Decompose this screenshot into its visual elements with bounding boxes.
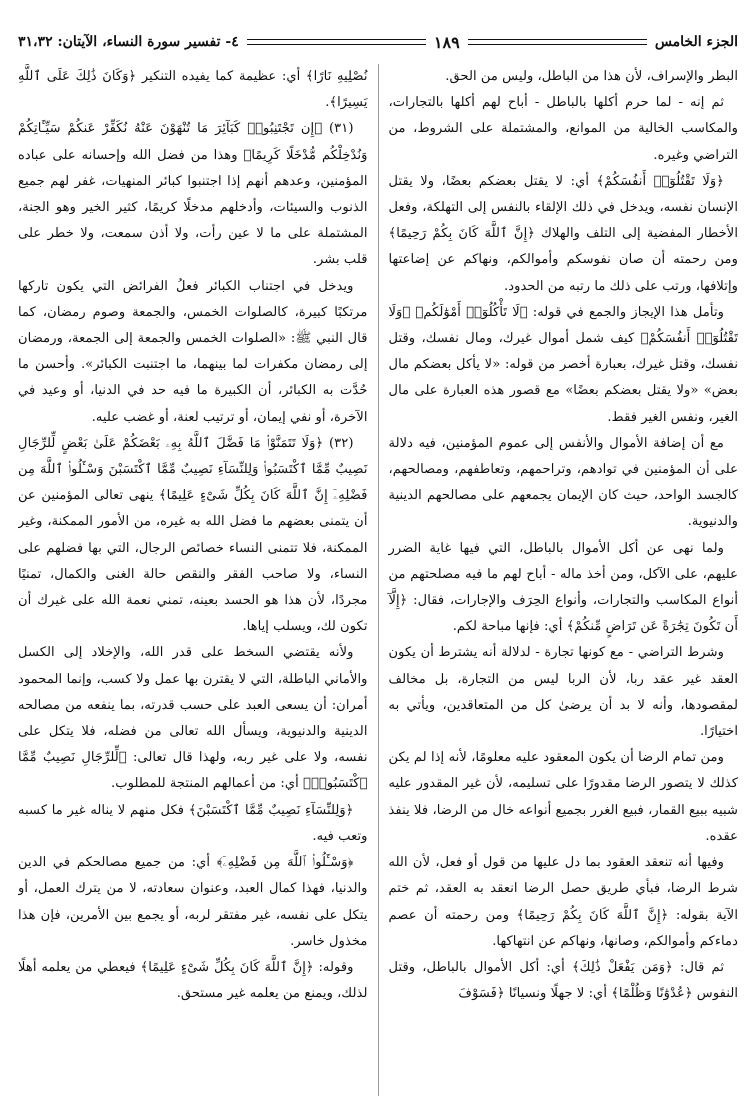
page-header: [18, 30, 738, 54]
paragraph: ﴿وَلَا تَقْتُلُوٓا۟ أَنفُسَكُمْ﴾ أي: لا يقتل بعضكم بعضًا، ولا يقتل الإنسان نفسه، ويدخل في ذلك الإلقاء بالنفس إلى التهلكة، وفعل الأخطار المفضية إلى التلف والهلاك ﴿إِنَّ ٱللَّهَ كَانَ بِكُمْ رَحِيمًا﴾ ومن رحمته أن صان نفوسكم وأموالكم، ونهاكم عن إضاعتها وإتلافها، ورتب على ذلك ما رتبه من الحدود.: [388, 173, 738, 294]
surah-title: ٤- تفسير سورة النساء، الآيتان: ٣١،٣٢: [18, 34, 239, 50]
paragraph: وشرط التراضي - مع كونها تجارة - لدلالة أنه يشترط أن يكون العقد غير عقد ربا، لأن الربا ليس من التجارة، بل مخالف لمقصودها، وأنه لا بد أن يرضىٰ كل من المتعاقدين، ويأتي به اختيارًا.: [388, 645, 738, 740]
paragraph: ولأنه يقتضي السخط على قدر الله، والإخلاد إلى الكسل والأماني الباطلة، التي لا يقترن بها عمل ولا كسب، وإنما المحمود أمران: أن يسعى العبد على حسب قدرته، بما ينفعه من مصالحه الدينية والدنيوية، ويسأل الله تعالى من فضله، فلا يتكل على نفسه، ولا على غير ربه، ولهذا قال تعالى: ﴿لِّلرِّجَالِ نَصِيبٌ مِّمَّا ٱكْتَسَبُوا۟﴾ أي: من أعمالهم المنتجة للمطلوب.: [18, 645, 368, 792]
right-column: [378, 64, 739, 1096]
paragraph: نُصْلِيهِ نَارًا﴾ أي: عظيمة كما يفيده التنكير ﴿وَكَانَ ذَٰلِكَ عَلَى ٱللَّهِ يَسِيرًا﴾.: [18, 69, 368, 111]
header-rule-left: [247, 39, 426, 45]
text-columns: [18, 64, 738, 1096]
paragraph: وفيها أنه تنعقد العقود بما دل عليها من قول أو فعل، لأن الله شرط الرضا، فبأي طريق حصل الرضا انعقد به العقد، ثم ختم الآية بقوله: ﴿إِنَّ ٱللَّهَ كَانَ بِكُمْ رَحِيمًا﴾ ومن رحمته أن عصم دماءكم وأموالكم، وصانها، ونهاكم عن انتهاكها.: [388, 855, 738, 949]
paragraph: وتأمل هذا الإيجاز والجمع في قوله: ﴿لَا تَأْكُلُوٓا۟ أَمْوَٰلَكُم﴾ ﴿وَلَا تَقْتُلُوٓا۟ أَنفُسَكُمْ﴾ كيف شمل أموال غيرك، ومال نفسك، وقتل نفسك، وقتل غيرك، بعبارة أخصر من قوله: «لا يأكل بعضكم مال بعض» «ولا يقتل بعضكم بعضًا» مع قصور هذه العبارة على مال الغير، ونفس الغير فقط.: [388, 304, 738, 425]
paragraph: ﴿وَسْـَٔلُوا۟ ٱللَّهَ مِن فَضْلِهِۦٓ﴾ أي: من جميع مصالحكم في الدين والدنيا، فهذا كمال العبد، وعنوان سعادته، لا من يترك العمل، أو يتكل على نفسه، غير مفتقر لربه، أو يجمع بين الأمرين، فإن هذا مخذول خاسر.: [18, 855, 368, 949]
left-column: [18, 64, 378, 1096]
paragraph: مع أن إضافة الأموال والأنفس إلى عموم المؤمنين، فيه دلالة على أن المؤمنين في توادهم، وتراحمهم، وتعاطفهم، ومصالحهم، كالجسد الواحد، حيث كان الإيمان يجمعهم على مصالحهم الدينية والدنيوية.: [388, 435, 738, 530]
header-rule-right: [468, 39, 647, 45]
paragraph: ثم إنه - لما حرم أكلها بالباطل - أباح لهم أكلها بالتجارات، والمكاسب الخالية من الموانع، والمشتملة على الشروط، من التراضي وغيره.: [388, 95, 738, 163]
paragraph: ثم قال: ﴿وَمَن يَفْعَلْ ذَٰلِكَ﴾ أي: أكل الأموال بالباطل، وقتل النفوس ﴿عُدْوَٰنًا وَظُلْمًا﴾ أي: لا جهلًا ونسيانًا ﴿فَسَوْفَ: [388, 959, 738, 1002]
paragraph: ويدخل في اجتناب الكبائر فعلُ الفرائض التي يكون تاركها مرتكبًا كبيرة، كالصلوات الخمس، والجمعة وصوم رمضان، كما قال النبي ﷺ: «الصلوات الخمس والجمعة إلى الجمعة، ورمضان إلى رمضان مكفرات لما بينهما، ما اجتنبت الكبائر». وأحسن ما حُدَّت به الكبائر، أن الكبيرة ما فيه حد في الدنيا، أو وعيد في الآخرة، أو نفي إيمان، أو ترتيب لعنة، أو غضب عليه.: [18, 278, 368, 425]
paragraph: ولما نهى عن أكل الأموال بالباطل، التي فيها غاية الضرر عليهم، على الآكل، ومن أخذ ماله - أباح لهم ما فيه مصلحتهم من أنواع المكاسب والتجارات، وأنواع الحِرَف والإجارات، فقال: ﴿إِلَّآ أَن تَكُونَ تِجَٰرَةً عَن تَرَاضٍ مِّنكُمْ﴾ أي: فإنها مباحة لكم.: [388, 540, 738, 635]
paragraph: البطر والإسراف، لأن هذا من الباطل، وليس من الحق.: [445, 69, 738, 84]
paragraph: (٣٢) ﴿وَلَا تَتَمَنَّوْا۟ مَا فَضَّلَ ٱللَّهُ بِهِۦ بَعْضَكُمْ عَلَىٰ بَعْضٍ لِّلرِّجَالِ نَصِيبٌ مِّمَّا ٱكْتَسَبُوا۟ وَلِلنِّسَآءِ نَصِيبٌ مِّمَّا ٱكْتَسَبْنَ وَسْـَٔلُوا۟ ٱللَّهَ مِن فَضْلِهِۦٓ إِنَّ ٱللَّهَ كَانَ بِكُلِّ شَىْءٍ عَلِيمًا﴾ ينهى تعالى المؤمنين عن أن يتمنى بعضهم ما فضل الله به غيره، من الأمور الممكنة، وغير الممكنة، فلا تتمنى النساء خصائص الرجال، التي بها فضلهم على النساء، ولا صاحب الفقر والنقص حالة الغنى والكمال، تمنيًا مجردًا، لأن هذا هو الحسد بعينه، تمني نعمة الله على غيرك أن تكون لك، ويسلب إياها.: [18, 435, 368, 635]
part-label: الجزء الخامس: [654, 34, 738, 50]
paragraph: (٣١) ﴿إِن تَجْتَنِبُوا۟ كَبَآئِرَ مَا تُنْهَوْنَ عَنْهُ نُكَفِّرْ عَنكُمْ سَيِّـَٔاتِكُمْ وَنُدْخِلْكُم مُّدْخَلًا كَرِيمًا﴾ وهذا من فضل الله وإحسانه على عباده المؤمنين، وعدهم أنهم إذا اجتنبوا كبائر المنهيات، غفر لهم جميع الذنوب والسيئات، وأدخلهم مدخلًا كريمًا، كثير الخير وهو الجنة، المشتملة على ما لا عين رأت، ولا أذن سمعت، ولا خطر على قلب بشر.: [18, 121, 368, 268]
paragraph: وقوله: ﴿إِنَّ ٱللَّهَ كَانَ بِكُلِّ شَىْءٍ عَلِيمًا﴾ فيعطي من يعلمه أهلًا لذلك، ويمنع من يعلمه غير مستحق.: [18, 959, 368, 1002]
paragraph: ﴿وَلِلنِّسَآءِ نَصِيبٌ مِّمَّا ٱكْتَسَبْنَ﴾ فكل منهم لا يناله غير ما كسبه وتعب فيه.: [18, 802, 368, 844]
page-number: ١٨٩: [433, 32, 460, 52]
paragraph: ومن تمام الرضا أن يكون المعقود عليه معلومًا، لأنه إذا لم يكن كذلك لا يتصور الرضا مقدورًا على تسليمه، لأن غير المقدور عليه شبيه ببيع القمار، فبيع الغرر بجميع أنواعه خال من الرضا، فلا ينفذ عقده.: [388, 750, 738, 844]
